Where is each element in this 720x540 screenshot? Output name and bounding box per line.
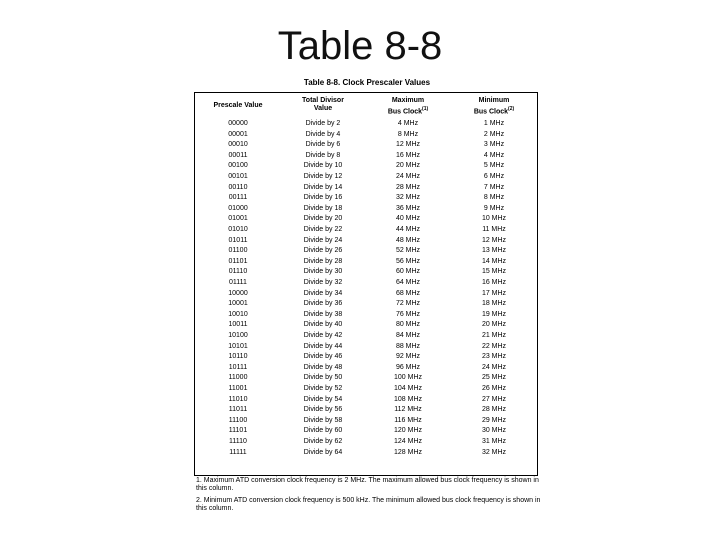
max-bus-clock-cell: 96 MHz — [395, 363, 421, 371]
table-row — [195, 363, 537, 373]
table-row — [195, 140, 537, 150]
prescale-value-cell: 10111 — [228, 363, 248, 371]
max-bus-clock-cell: 100 MHz — [393, 374, 422, 382]
prescale-value-cell: 10011 — [228, 321, 248, 329]
table-row — [195, 246, 537, 256]
min-bus-clock-cell: 11 MHz — [482, 226, 506, 233]
min-bus-clock-cell: 29 MHz — [481, 416, 507, 424]
prescale-value-cell: 11110 — [229, 438, 247, 445]
table-row — [195, 204, 537, 214]
min-bus-clock-cell: 5 MHz — [483, 162, 505, 170]
min-bus-clock-cell: 30 MHz — [481, 427, 507, 435]
min-bus-clock-cell: 4 MHz — [483, 151, 505, 159]
prescale-value-cell: 11010 — [228, 395, 248, 403]
min-bus-clock-cell: 3 MHz — [483, 141, 505, 149]
slide-title: Table 8-8 — [277, 24, 443, 68]
min-bus-clock-cell: 26 MHz — [481, 385, 507, 392]
max-bus-clock-cell: 44 MHz — [395, 226, 421, 233]
divisor-cell: Divide by 8 — [305, 151, 341, 159]
max-bus-clock-cell: 4 MHz — [397, 120, 419, 127]
table-row — [195, 448, 537, 458]
min-bus-clock-cell: 6 MHz — [483, 173, 505, 180]
divisor-cell: Divide by 50 — [303, 374, 343, 382]
table-row — [195, 161, 537, 171]
table-row — [195, 331, 537, 341]
prescale-value-cell: 11101 — [228, 427, 248, 435]
max-bus-clock-cell: 120 MHz — [393, 427, 422, 435]
footnote-2: 2. Minimum ATD conversion clock frequency is 500 kHz. The minimum allowed bus clock frequency is shown in this column. — [196, 497, 541, 512]
max-bus-clock-cell: 92 MHz — [395, 353, 421, 361]
min-bus-clock-cell: 32 MHz — [481, 448, 507, 456]
max-bus-clock-cell: 84 MHz — [395, 332, 421, 339]
prescale-value-cell: 01101 — [228, 257, 248, 265]
divisor-cell: Divide by 46 — [303, 353, 343, 361]
min-bus-clock-cell: 13 MHz — [481, 247, 507, 255]
table-row — [195, 193, 537, 203]
max-bus-clock-cell: 108 MHz — [393, 395, 422, 403]
min-bus-clock-cell: 2 MHz — [483, 130, 505, 138]
table-row — [195, 342, 537, 352]
divisor-cell: Divide by 56 — [303, 406, 343, 414]
table-row — [195, 130, 537, 140]
max-bus-clock-cell: 112 MHz — [394, 406, 422, 414]
min-bus-clock-cell: 27 MHz — [481, 395, 507, 403]
min-bus-clock-cell: 23 MHz — [481, 353, 507, 361]
prescale-value-cell: 11000 — [228, 374, 248, 382]
divisor-cell: Divide by 6 — [305, 141, 341, 149]
divisor-cell: Divide by 62 — [303, 438, 343, 445]
max-bus-clock-cell: 116 MHz — [394, 416, 422, 424]
divisor-cell: Divide by 34 — [303, 289, 343, 297]
header-total-divisor: Total Divisor Value — [302, 97, 344, 112]
prescale-value-cell: 01011 — [228, 236, 248, 244]
table-caption: Table 8-8. Clock Prescaler Values — [303, 78, 431, 87]
header-minimum-bus-clock: Minimum Bus Clock$^{(2)}$ — [473, 97, 515, 116]
min-bus-clock-cell: 7 MHz — [483, 183, 505, 191]
min-bus-clock-cell: 25 MHz — [481, 374, 507, 382]
table-row — [195, 183, 537, 193]
prescale-value-cell: 11100 — [228, 416, 248, 424]
table-row — [195, 151, 537, 161]
divisor-cell: Divide by 64 — [303, 448, 343, 456]
min-bus-clock-cell: 12 MHz — [481, 236, 507, 244]
prescale-value-cell: 00110 — [228, 183, 248, 191]
prescale-value-cell: 00001 — [228, 130, 248, 138]
header-maximum-bus-clock: Maximum Bus Clock$^{(1)}$ — [387, 97, 429, 116]
divisor-cell: Divide by 26 — [303, 247, 343, 255]
max-bus-clock-cell: 24 MHz — [395, 173, 421, 180]
min-bus-clock-cell: 19 MHz — [481, 310, 507, 318]
min-bus-clock-cell: 28 MHz — [481, 406, 507, 414]
prescale-value-cell: 11111 — [229, 448, 247, 456]
min-bus-clock-cell: 1 MHz — [483, 120, 505, 127]
table-row — [195, 172, 537, 182]
min-bus-clock-cell: 9 MHz — [483, 204, 505, 212]
divisor-cell: Divide by 42 — [303, 332, 343, 339]
prescale-value-cell: 01010 — [228, 226, 248, 233]
table-row — [195, 384, 537, 394]
prescale-value-cell: 00000 — [228, 120, 248, 127]
table-row — [195, 310, 537, 320]
divisor-cell: Divide by 24 — [303, 236, 343, 244]
prescale-value-cell: 10000 — [228, 289, 248, 297]
min-bus-clock-cell: 16 MHz — [481, 279, 507, 286]
max-bus-clock-cell: 60 MHz — [395, 268, 421, 276]
max-bus-clock-cell: 48 MHz — [395, 236, 421, 244]
divisor-cell: Divide by 28 — [303, 257, 343, 265]
min-bus-clock-cell: 18 MHz — [481, 300, 507, 308]
table-row — [195, 236, 537, 246]
min-bus-clock-cell: 17 MHz — [481, 289, 507, 297]
divisor-cell: Divide by 4 — [305, 130, 341, 138]
prescale-value-cell: 10001 — [228, 300, 248, 308]
divisor-cell: Divide by 14 — [303, 183, 343, 191]
max-bus-clock-cell: 80 MHz — [395, 321, 421, 329]
prescale-value-cell: 10101 — [228, 342, 248, 350]
min-bus-clock-cell: 14 MHz — [481, 257, 507, 265]
table-row — [195, 257, 537, 267]
table-row — [195, 405, 537, 415]
table-row — [195, 373, 537, 383]
prescale-value-cell: 01001 — [228, 215, 248, 223]
divisor-cell: Divide by 36 — [303, 300, 343, 308]
max-bus-clock-cell: 12 MHz — [395, 141, 421, 149]
table-row — [195, 416, 537, 426]
max-bus-clock-cell: 36 MHz — [395, 204, 421, 212]
min-bus-clock-cell: 21 MHz — [481, 332, 507, 339]
divisor-cell: Divide by 52 — [303, 385, 343, 392]
table-row — [195, 437, 537, 447]
max-bus-clock-cell: 124 MHz — [393, 438, 422, 445]
prescale-value-cell: 00101 — [228, 173, 248, 180]
divisor-cell: Divide by 48 — [303, 363, 343, 371]
max-bus-clock-cell: 104 MHz — [393, 385, 422, 392]
divisor-cell: Divide by 30 — [303, 268, 343, 276]
prescale-value-cell: 01110 — [228, 268, 248, 276]
table-row — [195, 320, 537, 330]
table-row — [195, 214, 537, 224]
table-row — [195, 289, 537, 299]
table-row — [195, 426, 537, 436]
min-bus-clock-cell: 10 MHz — [481, 215, 507, 223]
table-row — [195, 299, 537, 309]
min-bus-clock-cell: 20 MHz — [481, 321, 507, 329]
max-bus-clock-cell: 68 MHz — [395, 289, 421, 297]
divisor-cell: Divide by 38 — [303, 310, 343, 318]
max-bus-clock-cell: 88 MHz — [395, 342, 421, 350]
prescale-value-cell: 10110 — [228, 353, 248, 361]
min-bus-clock-cell: 31 MHz — [481, 438, 507, 445]
prescale-value-cell: 10010 — [228, 310, 248, 318]
table-row — [195, 119, 537, 129]
divisor-cell: Divide by 60 — [303, 427, 343, 435]
max-bus-clock-cell: 76 MHz — [395, 310, 421, 318]
divisor-cell: Divide by 20 — [303, 215, 343, 223]
divisor-cell: Divide by 22 — [303, 226, 343, 233]
min-bus-clock-cell: 8 MHz — [483, 194, 505, 202]
divisor-cell: Divide by 16 — [303, 194, 343, 202]
table-row — [195, 267, 537, 277]
min-bus-clock-cell: 15 MHz — [481, 268, 507, 276]
max-bus-clock-cell: 28 MHz — [395, 183, 421, 191]
divisor-cell: Divide by 18 — [303, 204, 343, 212]
prescale-value-cell: 01000 — [228, 204, 248, 212]
max-bus-clock-cell: 16 MHz — [395, 151, 421, 159]
table-row — [195, 352, 537, 362]
divisor-cell: Divide by 32 — [303, 279, 343, 286]
prescale-value-cell: 10100 — [228, 332, 248, 339]
clock-prescaler-table — [194, 92, 538, 476]
prescale-value-cell: 00010 — [228, 141, 248, 149]
divisor-cell: Divide by 58 — [303, 416, 343, 424]
max-bus-clock-cell: 72 MHz — [395, 300, 421, 308]
max-bus-clock-cell: 40 MHz — [395, 215, 421, 223]
prescale-value-cell: 01111 — [229, 279, 247, 286]
divisor-cell: Divide by 40 — [303, 321, 343, 329]
prescale-value-cell: 00011 — [228, 151, 248, 159]
max-bus-clock-cell: 32 MHz — [395, 194, 421, 202]
max-bus-clock-cell: 64 MHz — [395, 279, 421, 286]
max-bus-clock-cell: 52 MHz — [395, 247, 421, 255]
max-bus-clock-cell: 128 MHz — [393, 448, 422, 456]
divisor-cell: Divide by 2 — [305, 120, 341, 127]
prescale-value-cell: 11011 — [228, 406, 248, 414]
min-bus-clock-cell: 24 MHz — [481, 363, 507, 371]
header-prescale-value: Prescale Value — [213, 102, 263, 109]
table-row — [195, 225, 537, 235]
max-bus-clock-cell: 8 MHz — [397, 130, 419, 138]
max-bus-clock-cell: 20 MHz — [395, 162, 421, 170]
divisor-cell: Divide by 12 — [303, 173, 343, 180]
max-bus-clock-cell: 56 MHz — [395, 257, 421, 265]
prescale-value-cell: 00111 — [228, 194, 248, 202]
table-row — [195, 395, 537, 405]
prescale-value-cell: 11001 — [228, 385, 248, 392]
divisor-cell: Divide by 54 — [303, 395, 343, 403]
divisor-cell: Divide by 44 — [303, 342, 343, 350]
prescale-value-cell: 00100 — [228, 162, 248, 170]
min-bus-clock-cell: 22 MHz — [481, 342, 507, 350]
table-row — [195, 278, 537, 288]
prescale-value-cell: 01100 — [228, 247, 248, 255]
divisor-cell: Divide by 10 — [303, 162, 343, 170]
footnote-1: 1. Maximum ATD conversion clock frequency is 2 MHz. The maximum allowed bus clock frequency is shown in this column. — [196, 477, 539, 492]
